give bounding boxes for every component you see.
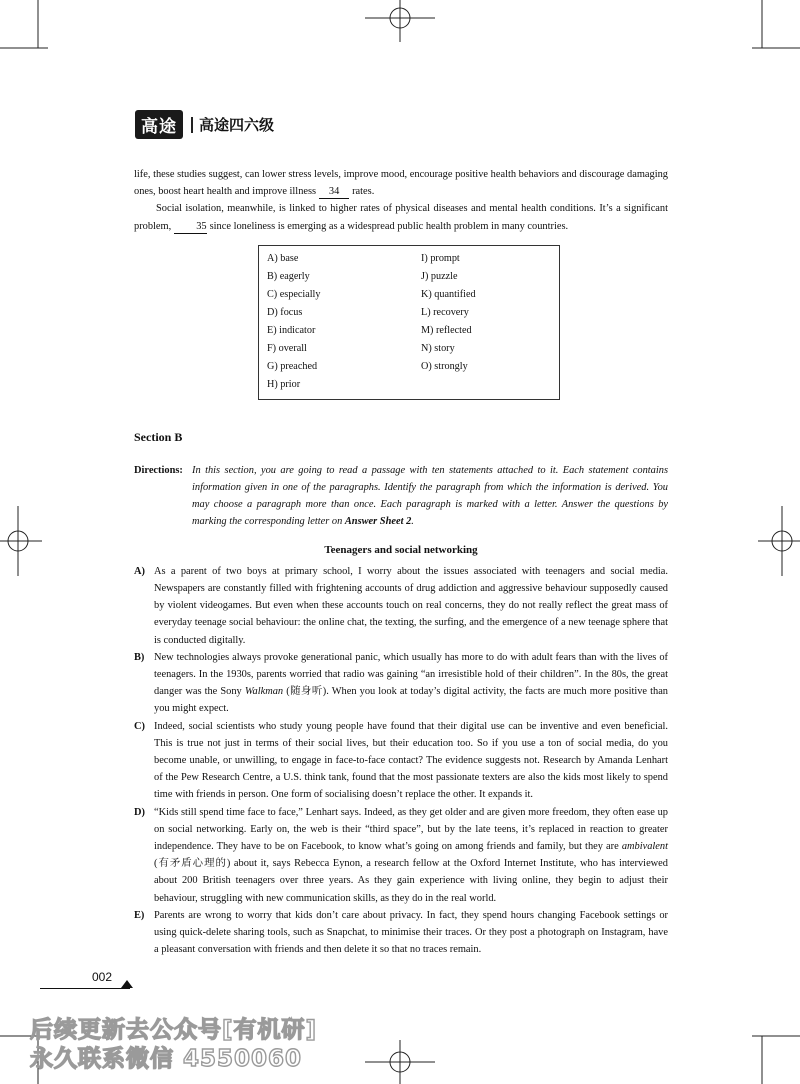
watermark: 后续更新去公众号[有机研] 永久联系微信 4550060 — [30, 1017, 318, 1072]
word-option: N) story — [421, 343, 455, 355]
word-bank — [258, 245, 560, 400]
word-option — [421, 376, 551, 394]
directions — [134, 462, 668, 531]
cloze-paragraph-2: Social isolation, meanwhile, is linked to higher rates of physical diseases and mental health conditions. It’s a significant problem, 35 since loneliness is emerging as a widespread public health problem in many countries. — [134, 203, 668, 232]
directions-label: Directions: — [134, 464, 183, 476]
word-option: I) prompt — [421, 252, 460, 264]
brand-divider — [191, 117, 193, 133]
brand-title: 高途四六级 — [199, 116, 275, 134]
page-number: 002 — [92, 970, 113, 984]
word-option: B) eagerly — [267, 270, 310, 282]
passage-title: Teenagers and social networking — [324, 543, 478, 556]
word-option: F) overall — [267, 343, 307, 355]
paragraph-d: D) “Kids still spend time face to face,” Lenhart says. Indeed, as they get older and are given more freedom, they often ease up on social networking. Early on, the web is their “third space”, but by the late teens, it’s replaced in reaction to greater independence. They have to be on Facebook, to know what’s going on among friends and family, but they are ambivalent (有矛盾心理的) about it, says Rebecca Eynon, a research fellow at the Oxford Internet Institute, who has interviewed about 200 British teenagers over three years. As they gain experience with living online, they begin to adjust their behaviour, struggling with new communication skills, as they do in the real world. — [134, 806, 668, 904]
word-option: A) base — [267, 252, 299, 264]
paragraph-c: C) Indeed, social scientists who study young people have found that their digital use can be inventive and even beneficial. This is true not just in terms of their social lives, but their education too. So if you use a ton of social media, do you become unable, or unwilling, to engage in face-to-face contact? The evidence suggests not. Research by Amanda Lenhart of the Pew Research Centre, a U.S. think tank, found that the most passionate texters are also the kids most likely to spend time with friends in person. One form of socialising doesn’t replace the other. It expands it. — [134, 720, 668, 801]
brand-header — [135, 110, 274, 139]
word-option: C) especially — [267, 289, 321, 300]
blank-35: 35 — [174, 221, 206, 234]
directions-text: In this section, you are going to read a passage with ten statements attached to it. Each statement contains information given in one of the paragraphs. Identify the paragraph from which the information is derived. You may choose a paragraph more than once. Each paragraph is marked with a letter. Answer the questions by marking the corresponding letter on Answer Sheet 2. — [192, 464, 668, 528]
section-b-title: Section B — [134, 429, 183, 444]
page-marker-icon — [121, 980, 133, 988]
paragraph-a: A) As a parent of two boys at primary school, I worry about the issues associated with teenagers and social media. Newspapers are constantly filled with frightening accounts of drug addiction and aggressive behaviour supposedly caused by violent videogames. But even when these accounts touch on real concerns, they do not really reflect the great mass of everyday teenage social behaviour: the online chat, the texting, the surfing, and the emergence of a new teenage sphere that is conducted digitally. — [134, 565, 668, 646]
page-content — [134, 166, 668, 958]
word-option: M) reflected — [421, 325, 472, 337]
word-option: E) indicator — [267, 325, 316, 337]
paragraph-b: B) New technologies always provoke generational panic, which usually has more to do with adult fears than with the lives of teenagers. In the 1930s, parents worried that radio was gaining “an irresistible hold of their children”. In the 80s, the great danger was the Sony Walkman (随身听). When you look at today’s digital activity, the facts are much more positive than you might expect. — [134, 651, 669, 715]
word-option: L) recovery — [421, 307, 469, 319]
word-option: O) strongly — [421, 361, 468, 373]
word-option: D) focus — [267, 307, 303, 319]
paragraph-e: E) Parents are wrong to worry that kids don’t care about privacy. In fact, they spend hours changing Facebook settings or using quick-delete sharing tools, such as Snapchat, to minimise their traces. Or they post a photograph on Instagram, have a pleasant conversation with friends and then delete it so that no traces remain. — [134, 909, 668, 956]
word-option: K) quantified — [421, 289, 476, 300]
word-option: H) prior — [267, 379, 301, 391]
footer-rule — [40, 988, 130, 989]
blank-34: 34 — [319, 186, 349, 199]
word-option: G) preached — [267, 361, 318, 373]
brand-logo: 高途 — [135, 110, 183, 139]
cloze-paragraph-1: life, these studies suggest, can lower stress levels, improve mood, encourage positive health behaviors and discourage damaging ones, boost heart health and improve illness 34 rates. — [134, 169, 668, 198]
word-option: J) puzzle — [421, 270, 458, 282]
